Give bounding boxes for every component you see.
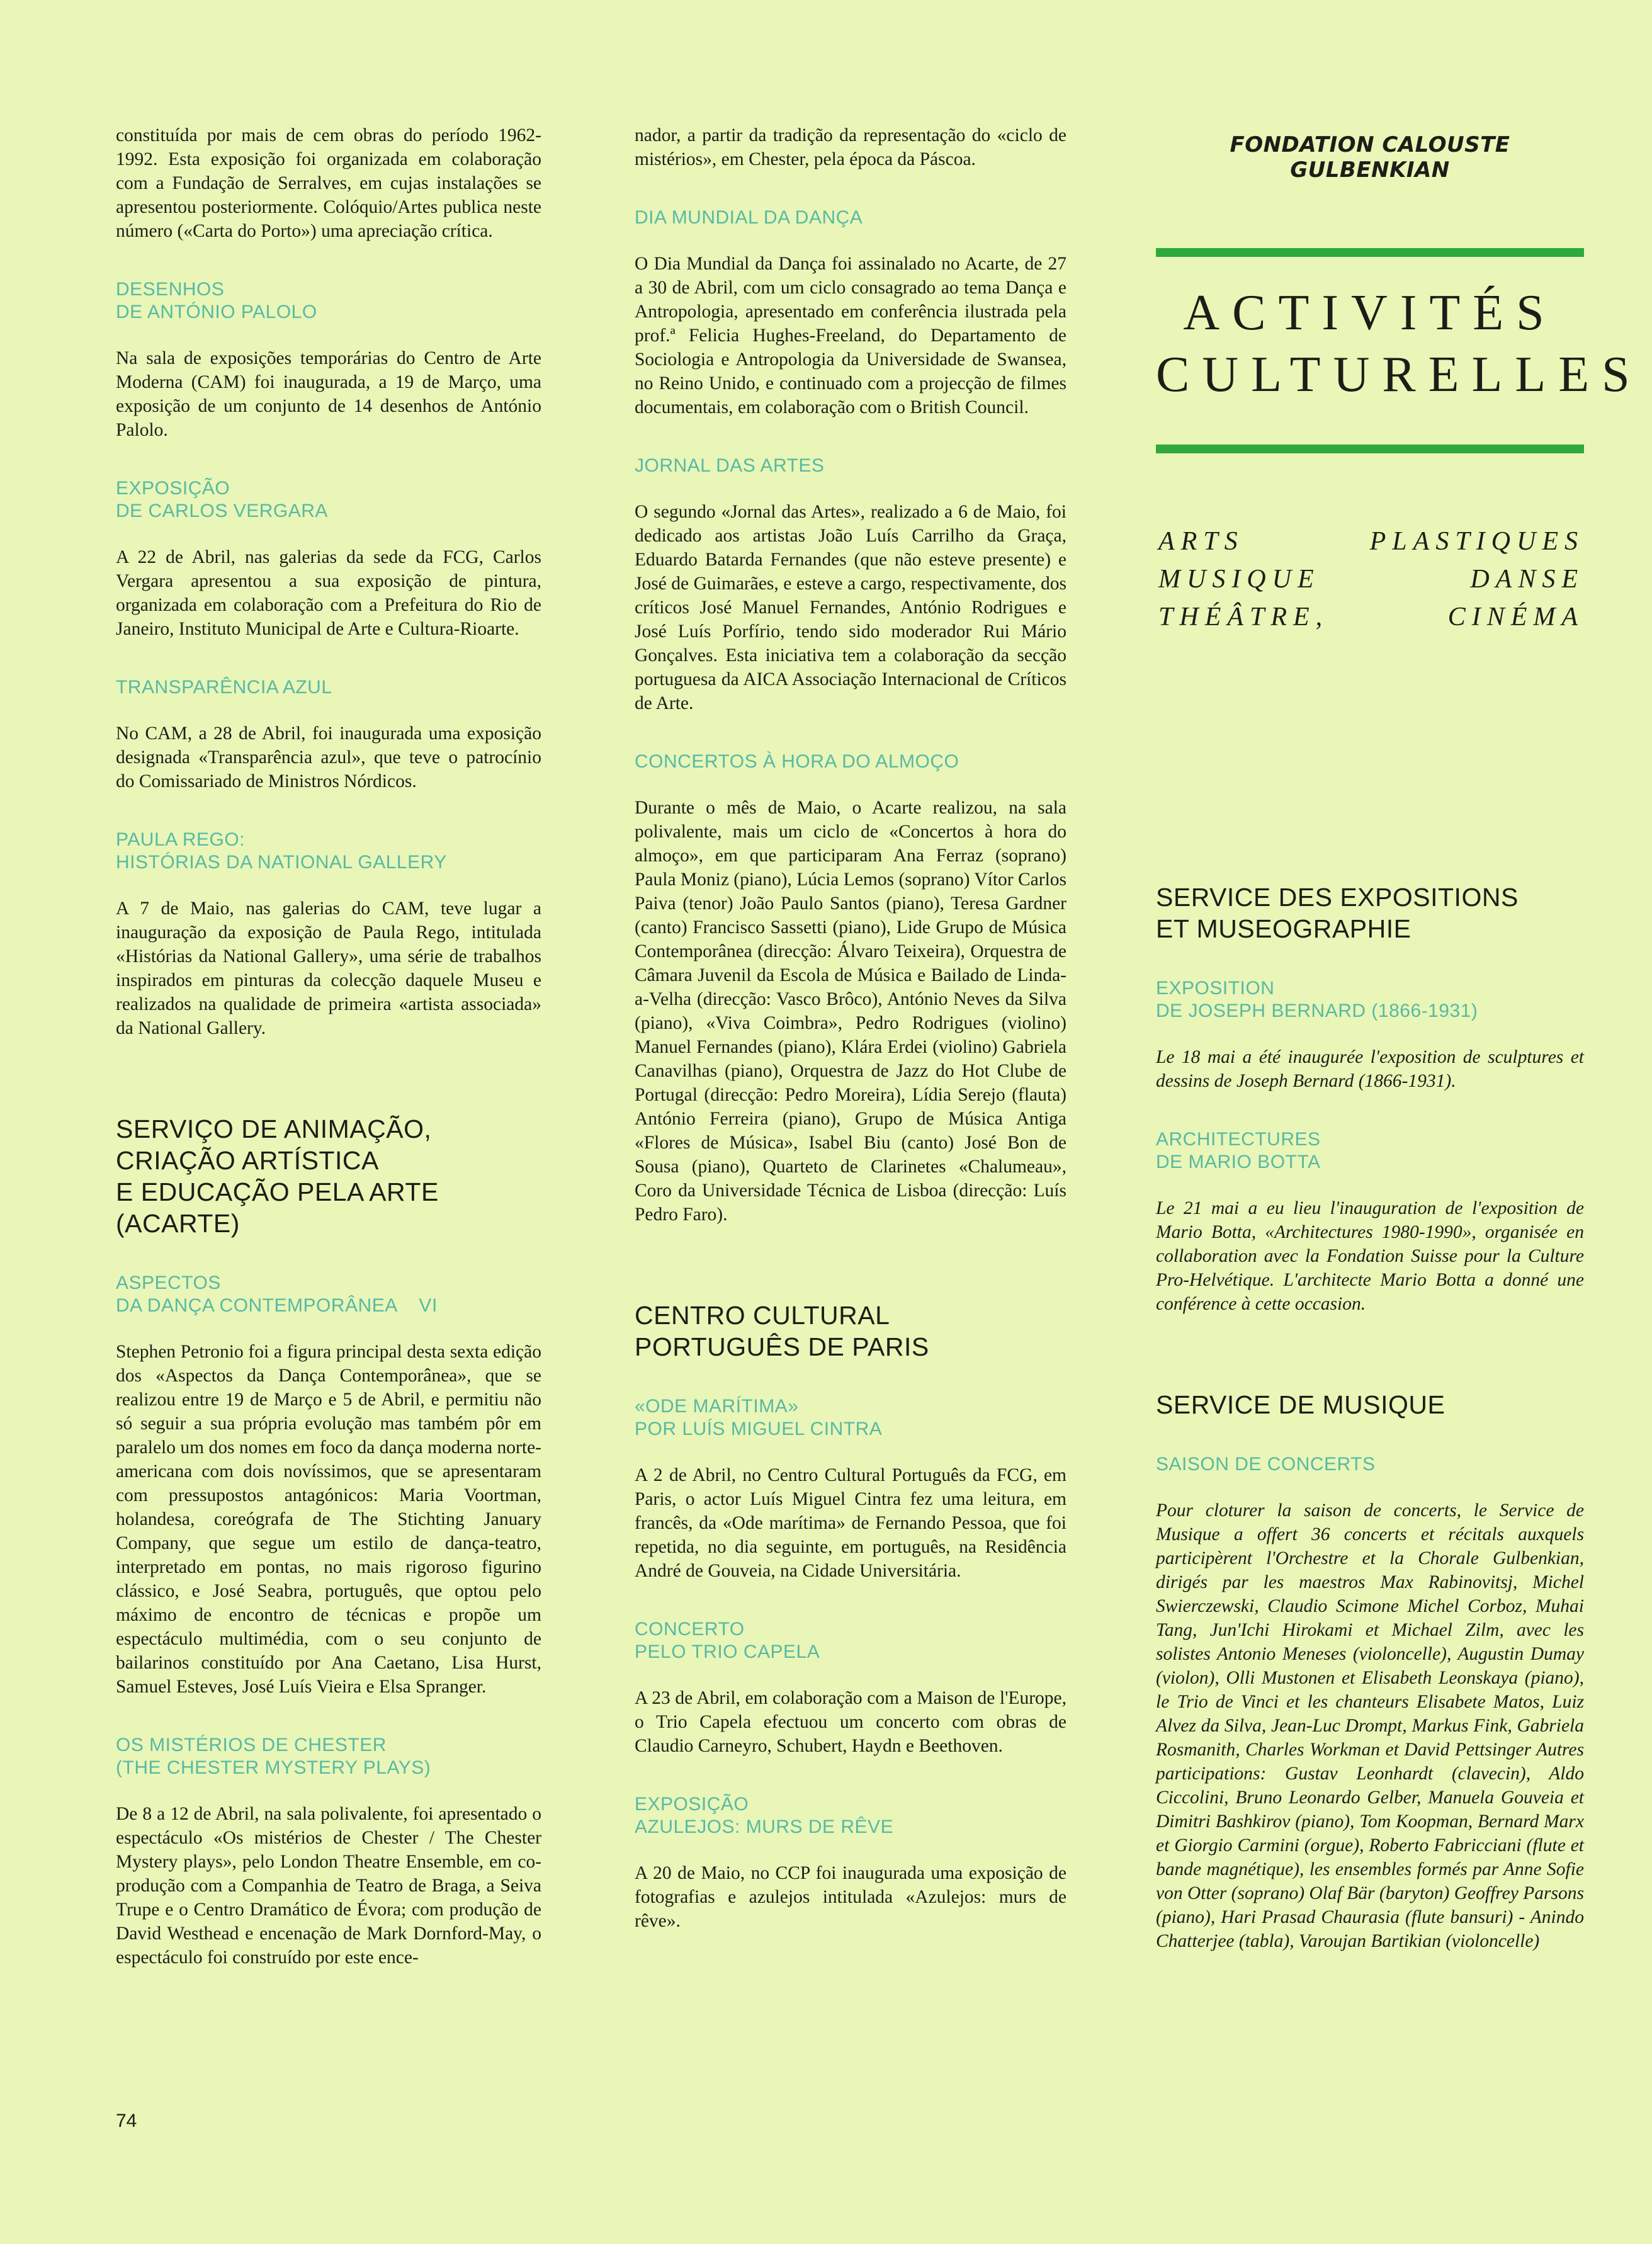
expositions-section-title: SERVICE DES EXPOSITIONS ET MUSEOGRAPHIE xyxy=(1156,883,1519,943)
azulejos-text: A 20 de Maio, no CCP foi inaugurada uma exposição de fotografias e azulejos intitulada «Azulejos: murs de rêve». xyxy=(635,1863,1066,1931)
arts-item: DANSE xyxy=(1470,565,1584,594)
saison-heading: SAISON DE CONCERTS xyxy=(1156,1454,1376,1475)
botta-heading: ARCHITECTURES DE MARIO BOTTA xyxy=(1156,1129,1321,1172)
arts-item: CINÉMA xyxy=(1447,603,1584,632)
arts-item: THÉÂTRE, xyxy=(1158,603,1329,632)
foundation-name: FONDATION CALOUSTE GULBENKIAN xyxy=(1230,132,1510,183)
green-divider-top xyxy=(1156,248,1584,257)
misterios-text: De 8 a 12 de Abril, na sala polivalente, foi apresentado o espectáculo «Os mistérios de Chester / The Chester Mystery plays», pelo London Theatre Ensemble, em co-produção com a Companhia de Teatro de Braga, a Seiva Trupe e o Centro Dramático de Évora; com produção de David Westhead e encenação de Mark Dornford-May, o espectáculo foi construído por este ence- xyxy=(116,1804,541,1968)
dia-mundial-heading: DIA MUNDIAL DA DANÇA xyxy=(635,207,863,228)
musique-section-title: SERVICE DE MUSIQUE xyxy=(1156,1390,1445,1419)
intro-paragraph: constituída por mais de cem obras do período 1962-1992. Esta exposição foi organizada em colaboração com a Fundação de Serralves, em cujas instalações se apresentou posteriormente. Colóquio/Artes publica neste número («Carta do Porto») uma apreciação crítica. xyxy=(116,125,541,241)
arts-item: MUSIQUE xyxy=(1158,565,1320,594)
azulejos-heading: EXPOSIÇÃO AZULEJOS: MURS DE RÊVE xyxy=(635,1794,894,1837)
continuation-paragraph: nador, a partir da tradição da representação do «ciclo de mistérios», em Chester, pela época da Páscoa. xyxy=(635,125,1066,169)
page-number: 74 xyxy=(116,2111,137,2131)
title-line-1: ACTIVITÉS xyxy=(1183,285,1557,341)
column-3 xyxy=(1156,123,1643,1953)
desenhos-text: Na sala de exposições temporárias do Centro de Arte Moderna (CAM) foi inaugurada, a 19 de Março, uma exposição de um conjunto de 14 desenhos de António Palolo. xyxy=(116,348,541,440)
concerto-trio-text: A 23 de Abril, em colaboração com a Maison de l'Europe, o Trio Capela efectuou um concerto com obras de Claudio Carneyro, Schubert, Haydn e Beethoven. xyxy=(635,1688,1066,1756)
concertos-text: Durante o mês de Maio, o Acarte realizou, na sala polivalente, mais um ciclo de «Concertos à hora do almoço», em que participaram Ana Ferraz (soprano) Paula Moniz (piano), Lúcia Lemos (soprano) Vítor Carlos Paiva (tenor) João Paulo Santos (piano), Teresa Gardner (canto) Francisco Sassetti (piano), Lide Grupo de Música Contemporânea (direcção: Álvaro Teixeira), Orquestra de Câmara Juvenil da Escola de Música e Bailado de Linda-a-Velha (direcção: Vasco Brôco), António Neves da Silva (piano), «Viva Coimbra», Pedro Rodrigues (violino) Manuel Fernandes (piano), Klára Erdei (violino) Gabriela Canavilhas (piano), Orquestra de Jazz do Hot Clube de Portugal (direcção: Pedro Moreira), Lídia Serejo (flauta) António Ferreira (piano), Grupo de Música Antiga «Flores de Música», Isabel Biu (canto) José Bon de Sousa (piano), Quarteto de Clarinetes «Chalumeau», Coro da Universidade Técnica de Lisboa (direcção: Luís Pedro Faro). xyxy=(635,798,1066,1225)
title-line-2: CULTURELLES xyxy=(1156,347,1643,402)
bernard-text: Le 18 mai a été inaugurée l'exposition de sculptures et dessins de Joseph Bernard (1866-1931). xyxy=(1156,1047,1584,1091)
ode-heading: «ODE MARÍTIMA» POR LUÍS MIGUEL CINTRA xyxy=(635,1396,883,1439)
bernard-heading: EXPOSITION DE JOSEPH BERNARD (1866-1931) xyxy=(1156,978,1478,1021)
acarte-section-title: SERVIÇO DE ANIMAÇÃO, CRIAÇÃO ARTÍSTICA E EDUCAÇÃO PELA ARTE (ACARTE) xyxy=(116,1114,439,1238)
centro-cultural-section-title: CENTRO CULTURAL PORTUGUÊS DE PARIS xyxy=(635,1301,929,1361)
vergara-text: A 22 de Abril, nas galerias da sede da FCG, Carlos Vergara apresentou a sua exposição de pintura, organizada em colaboração com a Prefeitura do Rio de Janeiro, Instituto Municipal de Arte e Cultura-Rioarte. xyxy=(116,547,541,639)
arts-list xyxy=(1156,523,1584,636)
arts-item: ARTS xyxy=(1158,527,1244,556)
vergara-heading: EXPOSIÇÃO DE CARLOS VERGARA xyxy=(116,478,328,521)
concerto-trio-heading: CONCERTO PELO TRIO CAPELA xyxy=(635,1619,820,1662)
aspectos-heading: ASPECTOS DA DANÇA CONTEMPORÂNEA VI xyxy=(116,1272,438,1316)
green-divider-bottom xyxy=(1156,445,1584,453)
aspectos-text: Stephen Petronio foi a figura principal desta sexta edição dos «Aspectos da Dança Contemporânea», que se realizou entre 19 de Março e 5 de Abril, e permitiu não só seguir a sua própria evolução mas também pôr em paralelo um dos nomes em foco da dança moderna norte-americana com dois novíssimos, que se apresentaram com pressupostos antagónicos: Maria Voortman, holandesa, coreógrafa de The Stichting January Company, que segue um estilo de dança-teatro, interpretado em pontas, no mais rigoroso figurino clássico, e José Seabra, português, que optou pelo máximo de encontro de técnicas e propõe um espectáculo multimédia, com o seu conjunto de bailarinos constituído por Ana Caetano, Lisa Hurst, Samuel Esteves, José Luís Vieira e Elsa Spranger. xyxy=(116,1342,541,1697)
botta-text: Le 21 mai a eu lieu l'inauguration de l'exposition de Mario Botta, «Architectures 1980-1990», organisée en collaboration avec la Fondation Suisse pour la Culture Pro-Helvétique. L'architecte Mario Botta a donné une conférence à cette occasion. xyxy=(1156,1198,1584,1314)
arts-item: PLASTIQUES xyxy=(1369,527,1584,556)
concertos-heading: CONCERTOS À HORA DO ALMOÇO xyxy=(635,751,959,772)
transparencia-heading: TRANSPARÊNCIA AZUL xyxy=(116,677,332,698)
jornal-text: O segundo «Jornal das Artes», realizado a 6 de Maio, foi dedicado aos artistas João Luís Carrilho da Graça, Eduardo Batarda Fernandes (que não esteve presente) e José de Guimarães, e esteve a cargo, respectivamente, dos críticos José Manuel Fernandes, António Rodrigues e José Luís Porfírio, tendo sido moderador Rui Mário Gonçalves. Esta iniciativa tem a colaboração da secção portuguesa da AICA Associação Internacional de Críticos de Arte. xyxy=(635,502,1066,713)
column-2 xyxy=(635,123,1066,1933)
desenhos-heading: DESENHOS DE ANTÓNIO PALOLO xyxy=(116,279,317,322)
paula-rego-heading: PAULA REGO: HISTÓRIAS DA NATIONAL GALLERY xyxy=(116,829,447,873)
misterios-heading: OS MISTÉRIOS DE CHESTER (THE CHESTER MYSTERY PLAYS) xyxy=(116,1735,431,1778)
dia-mundial-text: O Dia Mundial da Dança foi assinalado no Acarte, de 27 a 30 de Abril, com um ciclo consagrado ao tema Dança e Antropologia, apresentado em conferência ilustrada pela prof.ª Felicia Hughes-Freeland, do Departamento de Sociologia e Antropologia da Universidade de Swansea, no Reino Unido, e continuado com a projecção de filmes documentais, em colaboração com o British Council. xyxy=(635,254,1066,417)
column-1 xyxy=(116,123,541,1969)
ode-text: A 2 de Abril, no Centro Cultural Português da FCG, em Paris, o actor Luís Miguel Cintra fez uma leitura, em francês, da «Ode marítima» de Fernando Pessoa, que foi repetida, no dia seguinte, em português, na Residência André de Gouveia, na Cidade Universitária. xyxy=(635,1465,1066,1581)
transparencia-text: No CAM, a 28 de Abril, foi inaugurada uma exposição designada «Transparência azul», que teve o patrocínio do Comissariado de Ministros Nórdicos. xyxy=(116,723,541,791)
jornal-heading: JORNAL DAS ARTES xyxy=(635,455,825,476)
saison-text: Pour cloturer la saison de concerts, le Service de Musique a offert 36 concerts et récitals auxquels participèrent l'Orchestre et la Chorale Gulbenkian, dirigés par les maestros Max Rabinovitsj, Michel Swierczewski, Claudio Scimone Michel Corboz, Muhai Tang, Jun'Ichi Hirokami et Michael Zilm, avec les solistes Antonio Meneses (violoncelle), Augustin Dumay (violon), Olli Mustonen et Elisabeth Leonskaya (piano), le Trio de Vinci et les chanteurs Elisabete Matos, Luiz Alvez da Silva, Jean-Luc Drompt, Markus Fink, Gabriela Rosmanith, Charles Workman et David Pettsinger Autres participations: Gustav Leonhardt (clavecin), Aldo Ciccolini, Bruno Leonardo Gelber, Manuela Gouveia et Dimitri Bashkirov (piano), Tom Koopman, Bernard Marx et Giorgio Carmini (orgue), Roberto Fabricciani (flute et bande magnétique), les ensembles formés par Anne Sofie von Otter (soprano) Olaf Bär (baryton) Geoffrey Parsons (piano), Hari Prasad Chaurasia (flute bansuri) - Anindo Chatterjee (tabla), Varoujan Bartikian (violoncelle) xyxy=(1156,1500,1584,1951)
paula-rego-text: A 7 de Maio, nas galerias do CAM, teve lugar a inauguração da exposição de Paula Rego, intitulada «Histórias da National Gallery», uma série de trabalhos inspirados em pinturas da colecção daquele Museu e realizados na qualidade de primeira «artista associada» da National Gallery. xyxy=(116,898,541,1038)
